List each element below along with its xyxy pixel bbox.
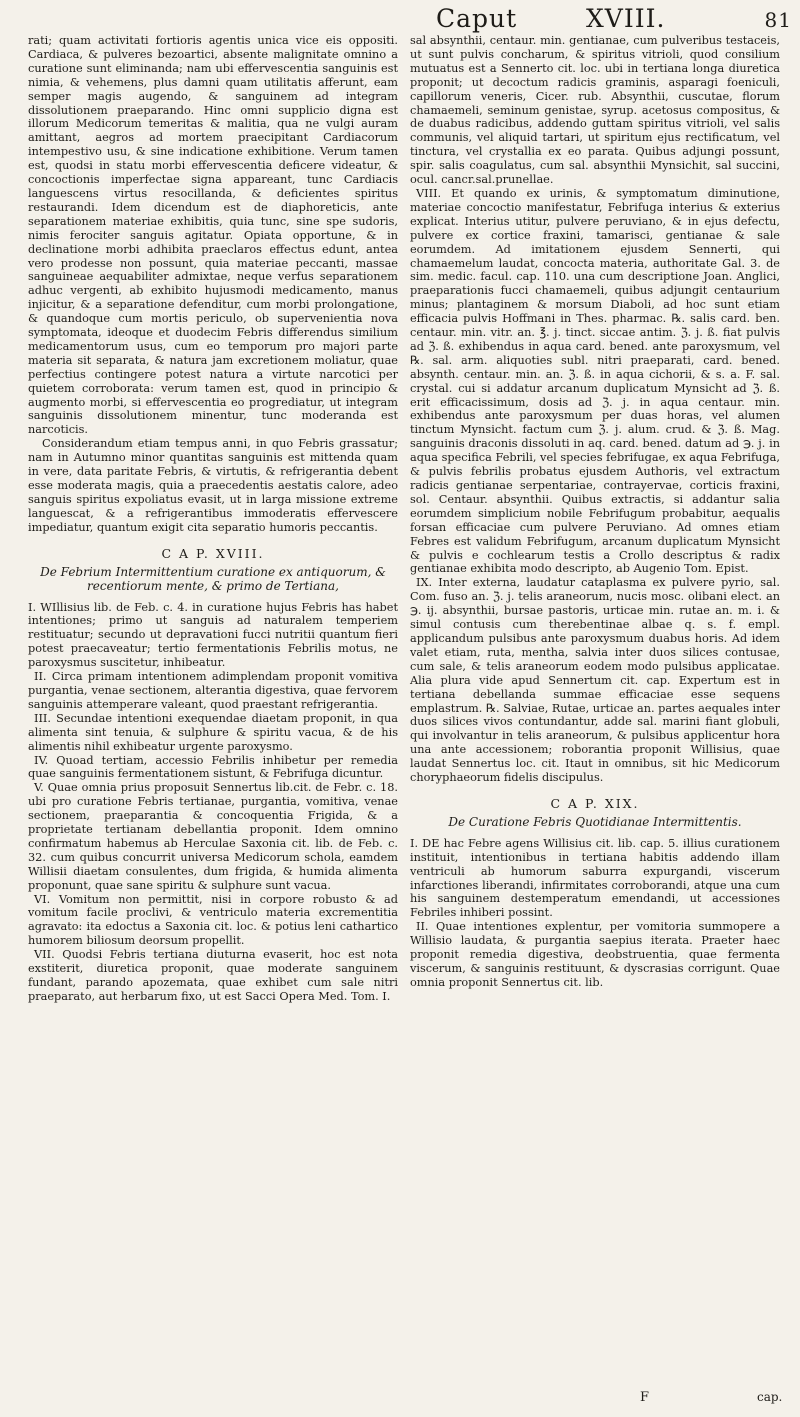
section: III. Secundae intentioni exequendae diaetam proponit, in qua alimenta sint tenuia, & sulphure & spiritu vacua, & de his alimentis nihil exhibeatur urgente paroxysmo.	[28, 711, 398, 753]
page-number: 81	[764, 8, 792, 32]
section: VIII. Et quando ex urinis, & symptomatum diminutione, materiae concoctio manifestatur, Febrifuga interius & exterius explicat. Interius utitur, pulvere peruviano, & in ejus defectu, pulvere ex cortice fraxini, tamarisci, gentianae & sale eorumdem. Ad imitationem ejusdem Sennerti, qui chamaemelum laudat, concocta materia, authoritate Gal. 3. de sim. medic. facul. cap. 110. una cum descriptione Joan. Anglici, praeparationis fucci chamaemeli, quibus adjungit centaurium minus; plantaginem & morsum Diaboli, ad hoc sunt etiam efficacia pulvis Hoffmani in Thes. pharmac. ℞. salis card. ben. centaur. min. vitr. an. ℥. j. tinct. siccae antim. ℨ. j. ß. fiat pulvis ad ℨ. ß. exhibendus in aqua card. bened. ante paroxysmum, vel ℞. sal. arm. aliquoties subl. nitri praeparati, card. bened. absynth. centaur. min. an. ℨ. ß. in aqua cichorii, & s. a. F. sal. crystal. cui si addatur arcanum duplicatum Mynsicht ad ℨ. ß. erit efficacissimum, dosis ad ℨ. j. in aqua centaur. min. exhibendus ante paroxysmum per duas horas, vel alumen tinctum Mynsicht. factum cum ℨ. j. alum. crud. & ℨ. ß. Mag. sanguinis draconis dissoluti in aq. card. bened. datum ad ℈. j. in aqua specifica Febrili, vel species febrifugae, ex aqua Febrifuga, & pulvis febrilis probatus ejusdem Authoris, vel extractum radicis gentianae serpentariae, contrayervae, corticis fraxini, sol. Centaur. absynthii. Quibus extractis, si addantur salia eorumdem simplicium nobile Febrifugum probabitur, aequalis forsan efficaciae cum pulvere Peruviano. Ad omnes etiam Febres est validum Febrifugum, arcanum duplicatum Mynsicht & pulvis e cochlearum testis a Crollo descriptus & radix gentianae exhibita modo descripto, ab Augenio Tom. Epist.	[410, 186, 780, 576]
running-head-caput: Caput	[436, 4, 518, 33]
paragraph: Considerandum etiam tempus anni, in quo Febris grassatur; nam in Autumno minor quantitas sanguinis est mittenda quam in vere, data paritate Febris, & virtutis, & refrigerantia debent esse moderata magis, quia a praecedentis aestatis calore, adeo sanguis spiritus expoliatus evasit, ut in larga missione extreme languescat, & a refrigerantibus immoderatis effervescere impediatur, quantum exigit cita separatio humoris peccantis.	[28, 437, 398, 534]
section: II. Circa primam intentionem adimplendam proponit vomitiva purgantia, venae sectionem, alterantia digestiva, quae fervorem sanguinis attemperare valeant, quod praestant refrigerantia.	[28, 670, 398, 711]
running-head-numeral: XVIII.	[586, 4, 666, 33]
chapter-label: C A P. XIX.	[550, 795, 640, 811]
section: I. WIllisius lib. de Feb. c. 4. in curatione hujus Febris has habet intentiones; primo ut sanguis ad naturalem temperiem restituatur; secundo ut depravationi fucci nutritii quantum fieri potest praecaveatur; tertio fermentationis Febrilis motus, ne paroxysmus suscitetur, inhibeatur.	[28, 600, 398, 670]
right-column	[410, 34, 780, 990]
section: I. DE hac Febre agens Willisius cit. lib. cap. 5. illius curationem instituit, intentionibus in tertiana habitis addendo illam ventriculi ab humorum saburra expurgandi, viscerum infarctiones liberandi, infirmitates corroborandi, atque una cum his sanguinem destemperatum emendandi, ut accessiones Febriles inhiberi possint.	[410, 836, 780, 920]
section: II. Quae intentiones explentur, per vomitoria summopere a Willisio laudata, & purgantia saepius iterata. Praeter haec proponit remedia digestiva, deobstruentia, quae fermenta viscerum, & sanguinis restituunt, & dyscrasias corrigunt. Quae omnia proponit Sennertus cit. lib.	[410, 920, 780, 989]
paragraph: sal absynthii, centaur. min. gentianae, cum pulveribus testaceis, ut sunt pulvis concharum, & spiritus vitrioli, quod consilium mutuatus est a Sennerto cit. loc. ubi in tertiana longa diuretica proponit; ut decoctum radicis graminis, asparagi foeniculi, capillorum veneris, Cicer. rub. Absynthii, cuscutae, florum chamaemeli, seminum genistae, syrup. acetosus compositus, & de duabus radicibus, addendo guttam spiritus vitrioli, vel salis communis, vel aliquid tartari, ut spiritum ejus rectificatum, vel tinctura, vel crystallia ex eo parata. Quibus adjungi possunt, spir. salis coagulatus, cum sal. absynthii Mynsichit, sal succini, ocul. cancr.sal.prunellae.	[410, 34, 780, 187]
running-head	[0, 4, 800, 34]
chapter-title: De Febrium Intermittentium curatione ex antiquorum, & recentiorum mente, & primo de Tertiana,	[40, 564, 386, 593]
chapter-title: De Curatione Febris Quotidianae Intermittentis.	[448, 814, 742, 829]
catchword: cap.	[757, 1390, 783, 1404]
paragraph: rati; quam activitati fortioris agentis unica vice eis oppositi. Cardiaca, & pulveres bezoartici, absente malignitate omnino a curatione sunt eliminanda; nam ubi effervescentia sanguinis est nimia, & vehemens, plus damni quam utilitatis afferunt, eam semper magis augendo, & sanguinem ad integram dissolutionem praeparando. Hinc omni supplicio digna est illorum Medicorum temeritas & malitia, qua ne vulgi auram amittant, aegros ad mortem praecipitant Cardiacorum intempestivo usu, & sine indicatione exhibitione. Verum tamen est, quodsi in statu morbi effervescentia deficere videatur, & concoctionis imperfectae signa appareant, tunc Cardiacis languescens virtus resocillanda, & deficientes spiritus restaurandi. Idem dicendum est de diaphoreticis, ante separationem materiae exhibitis, quia tunc, sine spe sudoris, nimis ferociter sanguis agitatur. Opiata opportune, & in declinatione morbi adhibita praeclaros effectus edunt, antea vero prodesse non possunt, quia materiae peccanti, massae sanguineae aequabiliter admixtae, neque verfus separationem adhuc vergenti, ab exhibito hujusmodi medicamento, manus injicitur, & a separatione defenditur, cum morbi prolongatione, & quandoque cum mortis periculo, ob supervenientia nova symptomata, ideoque et duodecim Febris differendus similium medicamentorum usus, cum eo temporum pro majori parte materia sit separata, & natura jam excretionem moliatur, quae perfectius contingere potest natura a virtute narcotici per quietem corroborata: verum tamen est, quod in principio & augmento morbi, si effervescentia eo progrediatur, ut integram sanguinis dissolutionem minentur, tunc moderanda est narcoticis.	[28, 34, 398, 437]
section: V. Quae omnia prius proposuit Sennertus lib.cit. de Febr. c. 18. ubi pro curatione Febris tertianae, purgantia, vomitiva, venae sectionem, praeparantia & concoquentia Frigida, & a proprietate tertianam debellantia proponit. Idem omnino confirmatum habemus ab Herculae Saxonia cit. lib. de Feb. c. 32. cum quibus concurrit universa Medicorum schola, eamdem Willisii diaetam consulentes, dum frigida, & humida alimenta proponunt, quae sane spiritu & sulphure sunt vacua.	[28, 781, 398, 892]
section: IX. Inter externa, laudatur cataplasma ex pulvere pyrio, sal. Com. fuso an. ℨ. j. telis araneorum, nucis mosc. olibani elect. an ℈. ij. absynthii, bursae pastoris, urticae min. rutae an. m. i. & simul contusis cum therebentinae albae q. s. f. empl. applicandum pulsibus ante paroxysmum duabus horis. Ad idem valet etiam, ruta, mentha, salvia inter duos silices contusae, cum sale, & telis araneorum eodem modo pulsibus applicatae. Alia plura vide apud Sennertum cit. cap. Expertum est in tertiana debellanda summae efficaciae esse sequens emplastrum. ℞. Salviae, Rutae, urticae an. partes aequales inter duos silices vivos contundantur, adde sal. marini fiant globuli, qui involvantur in telis araneorum, & pulsibus applicentur hora una ante accessionem; roborantia proponit Willisius, quae laudat Sennertus loc. cit. Itaut in omnibus, sit hic Medicorum choryphaeorum fidelis discipulus.	[410, 576, 781, 785]
section: VII. Quodsi Febris tertiana diuturna evaserit, hoc est nota exstiterit, diuretica proponit, quae moderate sanguinem fundant, parando apozemata, quae exhibet cum sale nitri praeparato, aut herbarum fixo, ut est Sacci Opera Med. Tom. I.	[28, 948, 398, 1003]
chapter-label: C A P. XVIII.	[161, 545, 265, 561]
section: IV. Quoad tertiam, accessio Febrilis inhibetur per remedia quae sanguinis fermentationem sistunt, & Febrifuga dicuntur.	[28, 753, 398, 781]
section: VI. Vomitum non permittit, nisi in corpore robusto & ad vomitum facile proclivi, & ventriculo materia excrementitia agravato: ita edoctus a Saxonia cit. loc. & potius leni cathartico humorem biliosum deorsum propellit.	[28, 892, 398, 948]
signature-mark: F	[640, 1390, 650, 1405]
left-column	[28, 34, 398, 1004]
